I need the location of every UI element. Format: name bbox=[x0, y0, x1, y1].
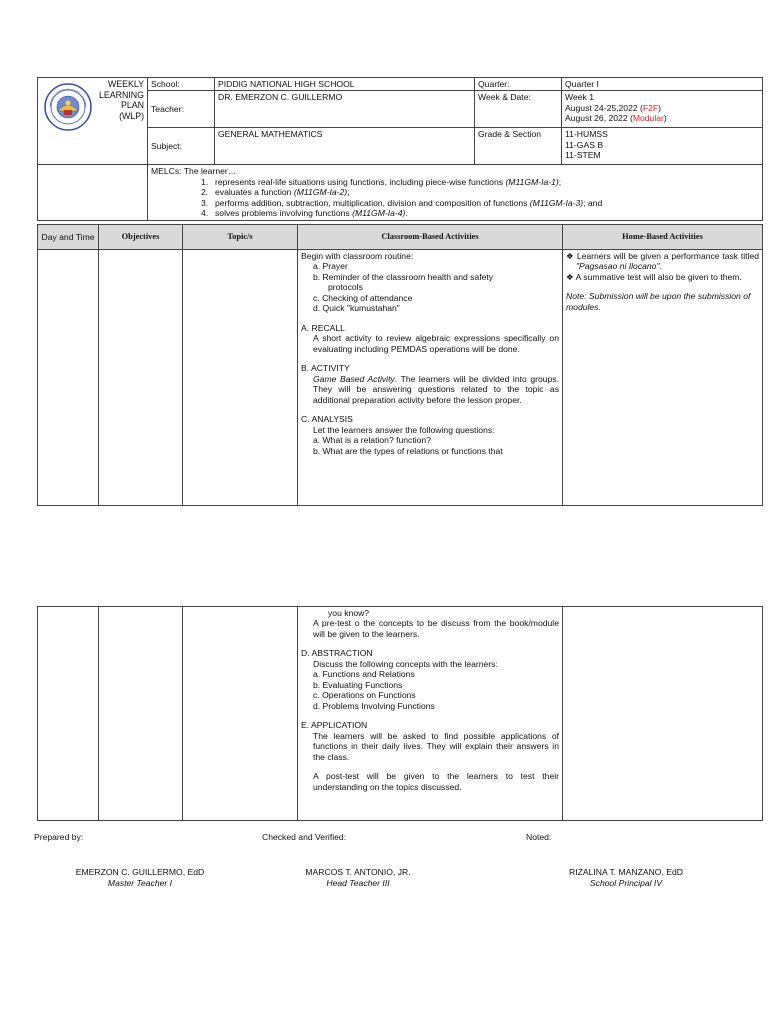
section-item: 11-HUMSS bbox=[565, 129, 608, 140]
melcs-intro: MELCs: The learner… bbox=[151, 166, 237, 177]
pretest-text: A pre-test o the concepts to be discuss from the book/module will be given to the learners. bbox=[313, 618, 559, 639]
quarter-label: Quarter: bbox=[475, 78, 562, 91]
abstraction-title: D. ABSTRACTION bbox=[301, 648, 373, 659]
teacher-label: Teacher: bbox=[148, 91, 215, 128]
routine-item: d. Quick "kumustahan" bbox=[313, 303, 400, 314]
melc-item: 1. represents real-life situations using functions, including piece-wise functions (M11GM-Ia-1); bbox=[201, 176, 562, 187]
analysis-continued: you know? bbox=[328, 608, 370, 618]
date-line-modular: August 26, 2022 (Modular) bbox=[565, 113, 667, 124]
recall-title: A. RECALL bbox=[301, 322, 345, 333]
diamond-bullet-icon: ❖ bbox=[566, 271, 576, 282]
activity-title: B. ACTIVITY bbox=[301, 363, 350, 374]
col-day-time: Day and Time bbox=[38, 225, 99, 250]
school-value: PIDDIG NATIONAL HIGH SCHOOL bbox=[215, 78, 475, 91]
col-home: Home-Based Activities bbox=[563, 225, 763, 250]
noted-title: School Principal IV bbox=[589, 878, 663, 888]
activity-text: Game Based Activity. The learners will be divided into groups. They will be answering questions related to the topic as additional preparation activity before the lesson proper. bbox=[313, 373, 559, 405]
routine-item: b. Reminder of the classroom health and safety bbox=[313, 271, 494, 282]
melcs-cell bbox=[148, 165, 763, 220]
application-text: The learners will be asked to find possible applications of functions in their daily lives. They will explain their answers in the class. bbox=[313, 730, 559, 762]
sections-cell bbox=[562, 128, 763, 165]
concept-item: a. Functions and Relations bbox=[313, 669, 415, 680]
analysis-title: C. ANALYSIS bbox=[301, 414, 353, 425]
prepared-title: Master Teacher I bbox=[107, 878, 173, 888]
col-classroom: Classroom-Based Activities bbox=[298, 225, 563, 250]
activities-table-page1 bbox=[37, 224, 763, 506]
recall-text: A short activity to review algebraic expressions specifically on evaluating including PEMDAS operations will be done. bbox=[313, 333, 559, 354]
section-item: 11-GAS B bbox=[565, 139, 604, 150]
plan-title-line: LEARNING bbox=[99, 89, 144, 100]
home-note: Note: Submission will be upon the submission of modules. bbox=[566, 291, 751, 312]
subject-label: Subject: bbox=[148, 128, 215, 165]
noted-label: Noted: bbox=[526, 832, 552, 842]
topics-cell bbox=[183, 607, 298, 821]
mode-modular: Modular bbox=[632, 113, 664, 124]
concept-item: b. Evaluating Functions bbox=[313, 679, 403, 690]
home-cell bbox=[563, 250, 763, 506]
melc-item: 4. solves problems involving functions (M11GM-Ia-4). bbox=[201, 208, 408, 219]
col-objectives: Objectives bbox=[99, 225, 183, 250]
analysis-question: b. What are the types of relations or functions that bbox=[313, 445, 503, 456]
routine-title: Begin with classroom routine: bbox=[301, 251, 414, 261]
checked-title: Head Teacher III bbox=[326, 878, 390, 888]
home-bullet: ❖ Learners will be given a performance task titled "Pagsasao ni Ilocano". bbox=[566, 251, 759, 272]
plan-title-line: (WLP) bbox=[119, 110, 144, 121]
application-title: E. APPLICATION bbox=[301, 720, 368, 731]
prepared-name: EMERZON C. GUILLERMO, EdD bbox=[75, 867, 205, 877]
plan-title-line: WEEKLY bbox=[107, 79, 144, 89]
topics-cell bbox=[183, 250, 298, 506]
melc-item: 2. evaluates a function (M11GM-Ia-2); bbox=[201, 187, 350, 198]
mode-f2f: F2F bbox=[642, 102, 659, 113]
melc-item: 3. performs addition, subtraction, multiplication, division and composition of functions (M11GM-Ia-3); and bbox=[201, 197, 603, 208]
diamond-bullet-icon: ❖ bbox=[566, 251, 577, 261]
prepared-label: Prepared by: bbox=[34, 832, 84, 842]
abstraction-text: Discuss the following concepts with the learners: bbox=[313, 658, 498, 669]
quarter-value: Quarter I bbox=[562, 78, 763, 91]
activities-table-page2 bbox=[37, 606, 763, 821]
posttest-text: A post-test will be given to the learners to test their understanding on the topics discussed. bbox=[313, 771, 559, 792]
noted-name: RIZALINA T. MANZANO, EdD bbox=[569, 867, 683, 877]
day-time-cell bbox=[38, 250, 99, 506]
analysis-text: Let the learners answer the following questions: bbox=[313, 424, 495, 435]
plan-title-line: PLAN bbox=[121, 100, 144, 111]
grade-label: Grade & Section bbox=[475, 128, 562, 165]
melc-spacer bbox=[38, 165, 148, 220]
concept-item: c. Operations on Functions bbox=[313, 690, 416, 701]
analysis-question: a. What is a relation? function? bbox=[313, 435, 431, 446]
wlp-header-table bbox=[37, 77, 763, 221]
school-label: School: bbox=[148, 78, 215, 91]
routine-item: c. Checking of attendance bbox=[313, 292, 413, 303]
routine-item: protocols bbox=[328, 282, 363, 293]
objectives-cell bbox=[99, 607, 183, 821]
col-topics: Topic/s bbox=[183, 225, 298, 250]
plan-title-cell bbox=[38, 78, 148, 165]
classroom-cell bbox=[298, 250, 563, 506]
checked-name: MARCOS T. ANTONIO, JR. bbox=[305, 867, 411, 877]
teacher-value: DR. EMERZON C. GUILLERMO bbox=[215, 91, 475, 128]
date-line-f2f: August 24-25,2022 (F2F) bbox=[565, 102, 662, 113]
home-cell bbox=[563, 607, 763, 821]
subject-value: GENERAL MATHEMATICS bbox=[215, 128, 475, 165]
checked-label: Checked and Verified: bbox=[262, 832, 347, 842]
week-label: Week & Date: bbox=[475, 91, 562, 128]
week-date-cell bbox=[562, 91, 763, 128]
home-bullet: ❖ A summative test will also be given to them. bbox=[566, 271, 742, 282]
routine-item: a. Prayer bbox=[313, 261, 348, 272]
concept-item: d. Problems Involving Functions bbox=[313, 700, 435, 711]
objectives-cell bbox=[99, 250, 183, 506]
section-item: 11-STEM bbox=[565, 150, 601, 161]
classroom-cell bbox=[298, 607, 563, 821]
day-time-cell bbox=[38, 607, 99, 821]
week-value: Week 1 bbox=[565, 92, 594, 103]
